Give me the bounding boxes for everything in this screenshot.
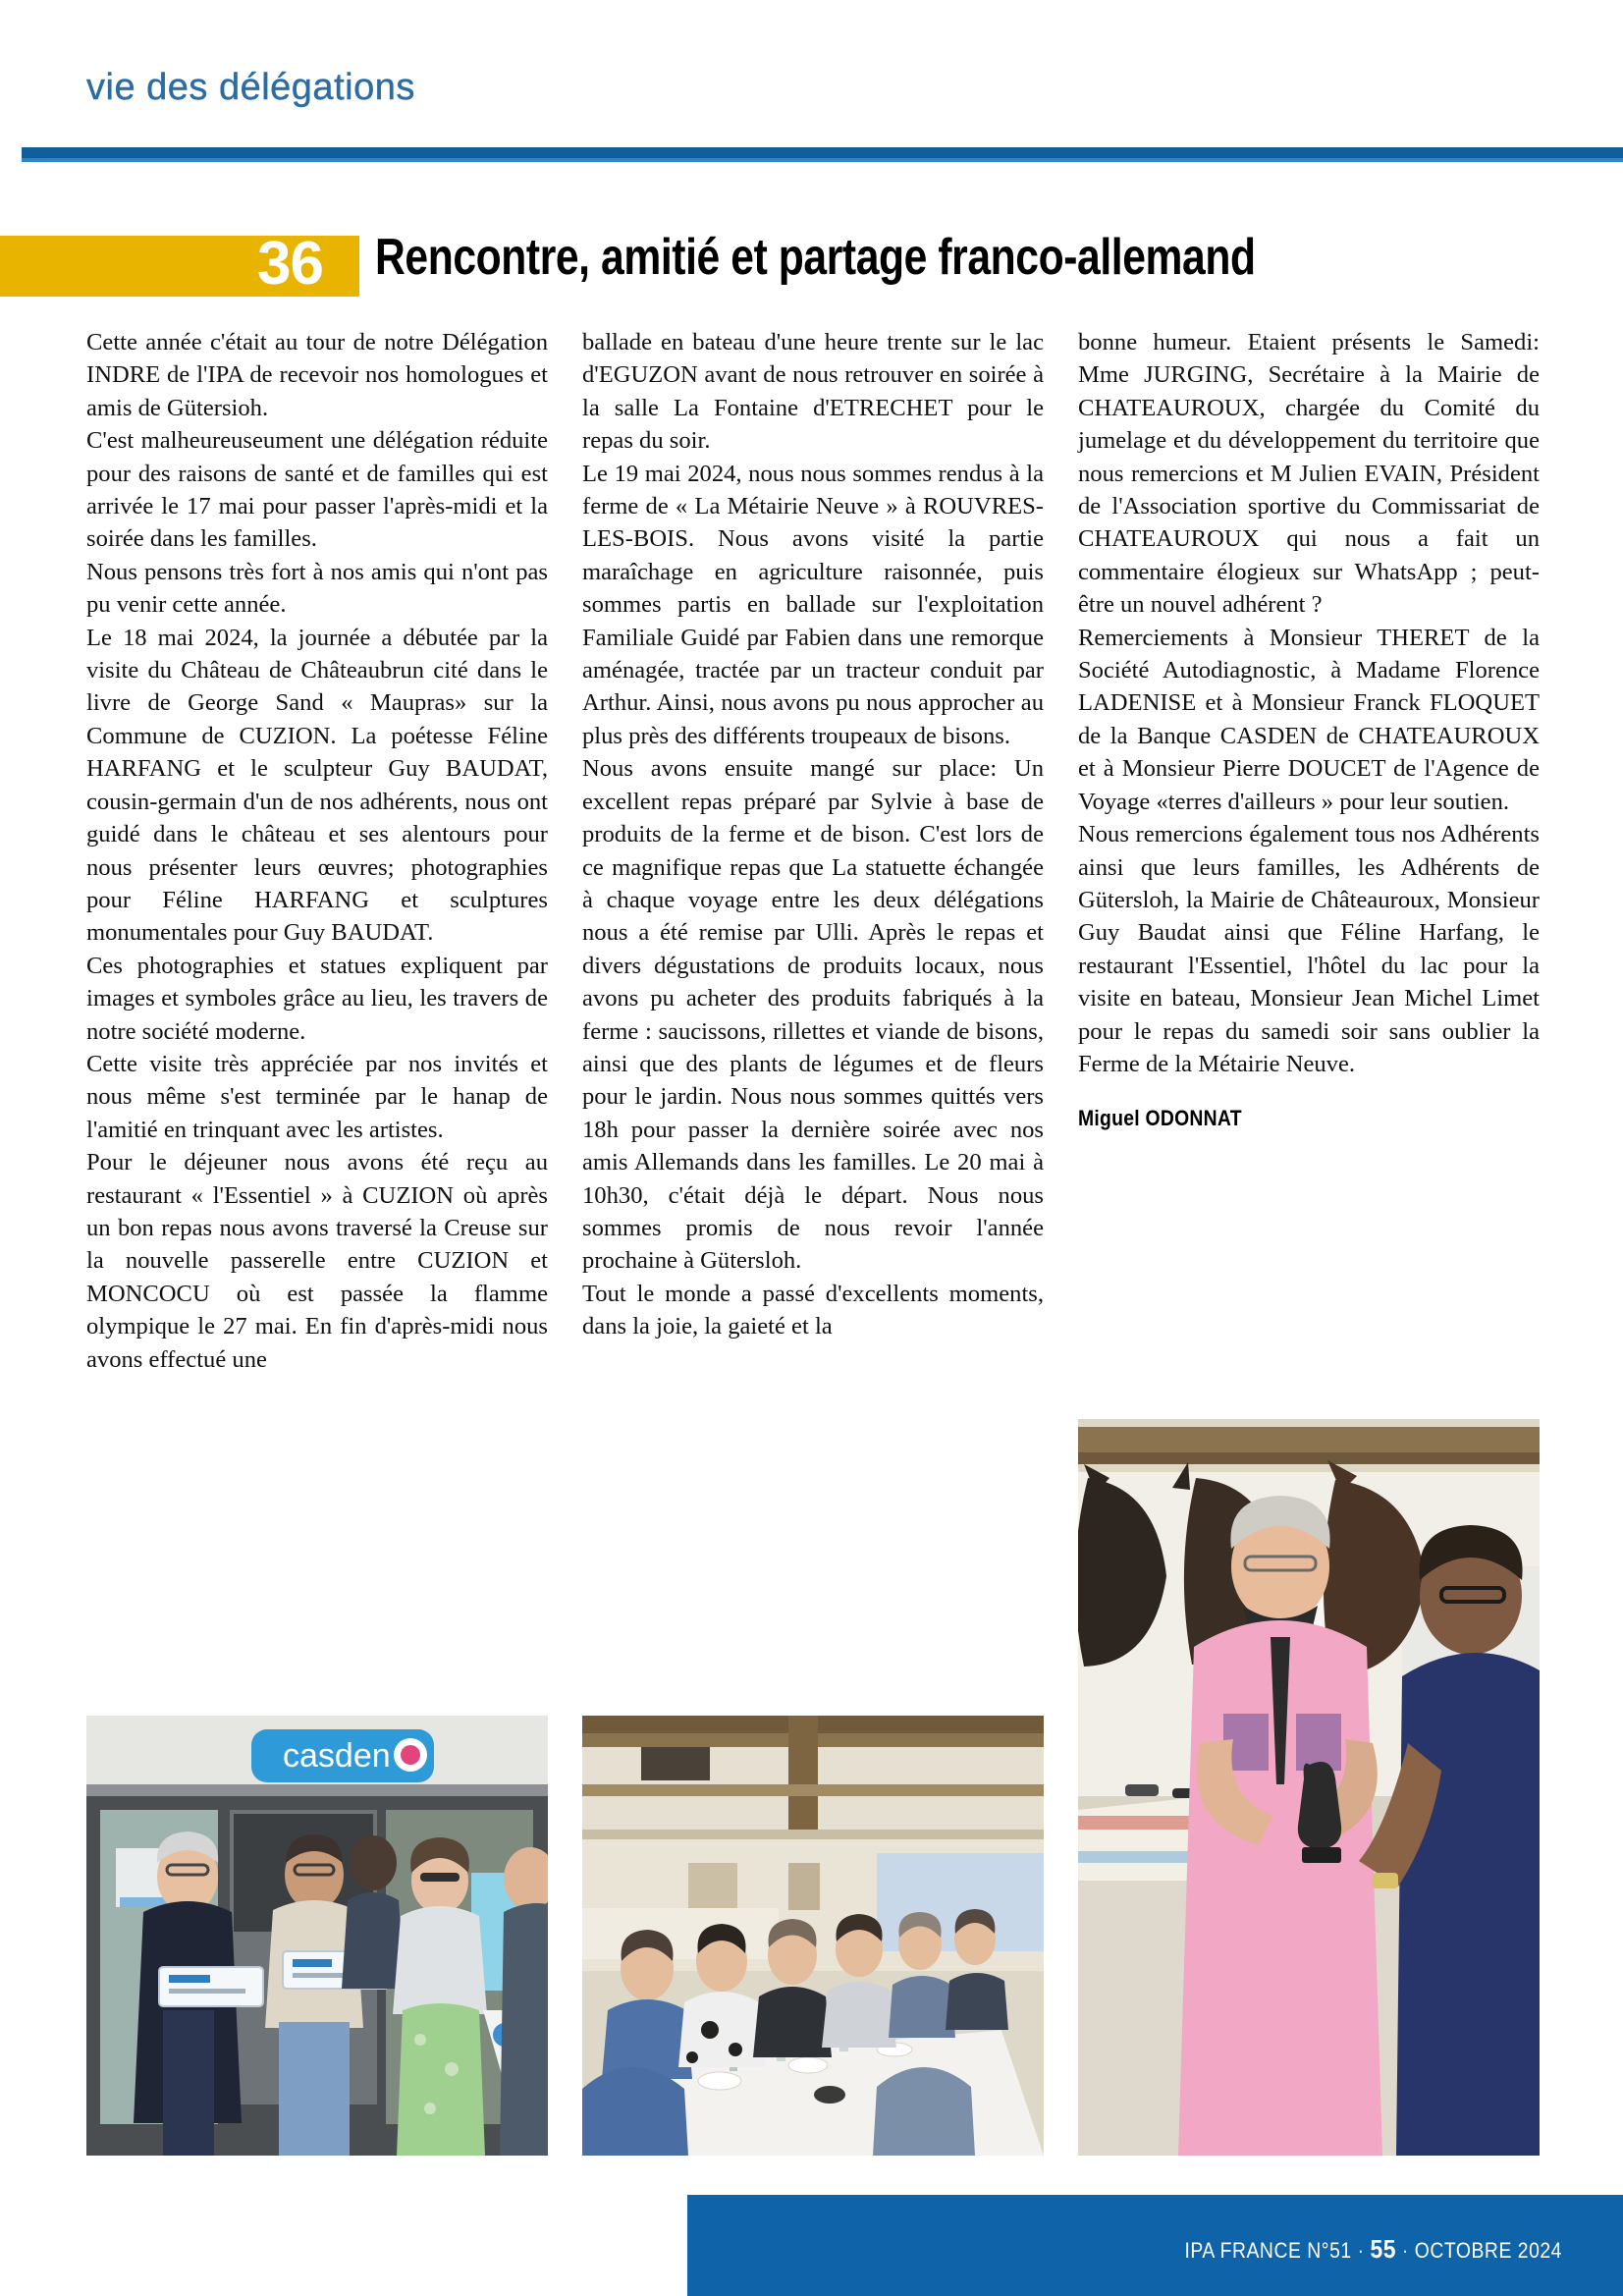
paragraph: Cette année c'était au tour de notre Délégation INDRE de l'IPA de recevoir nos homologues et amis de Gütersioh. — [86, 329, 548, 421]
paragraph: Tout le monde a passé d'excellents moments, dans la joie, la gaieté et la — [582, 1280, 1044, 1340]
paragraph: Nous pensons très fort à nos amis qui n'ont pas pu venir cette année. — [86, 558, 548, 619]
photo-group-meal-table — [582, 1716, 1044, 2156]
paragraph: Nous avons ensuite mangé sur place: Un excellent repas préparé par Sylvie à base de produits de la ferme et de bison. C'est lors de ce magnifique repas que La statuette échangée à chaque voyage entre les deux délégations nous a été remise par Ulli. Après le repas et divers dégustations de produits locaux, nous avons pu acheter des produits fabriqués à la ferme : saucissons, rillettes et viande de bisons, ainsi que des plants de légumes et de fleurs pour le jardin. Nous nous sommes quittés vers 18h pour passer la dernière soirée avec nos amis Allemands dans les familles. Le 20 mai à 10h30, c'était déjà le départ. Nous nous sommes promis de nous revoir l'année prochaine à Gütersloh. — [582, 755, 1044, 1275]
photo-casden-cheque-presentation — [86, 1716, 548, 2156]
photo-statuette-exchange — [1078, 1419, 1540, 2156]
running-head: vie des délégations — [86, 67, 415, 108]
header-rule — [22, 147, 1623, 158]
paragraph: ballade en bateau d'une heure trente sur le lac d'EGUZON avant de nous retrouver en soirée à la salle La Fontaine d'ETRECHET pour le repas du soir. — [582, 329, 1044, 455]
footer-separator-2: · — [1401, 2238, 1409, 2263]
paragraph: bonne humeur. Etaient présents le Samedi: Mme JURGING, Secrétaire à la Mairie de CHATEAUROUX, chargée du Comité du jumelage et du développement du territoire que nous remercions et M Julien EVAIN, Président de l'Association sportive du Commissariat de CHATEAUROUX qui nous a fait un commentaire élogieux sur WhatsApp ; peut-être un nouvel adhérent ? — [1078, 329, 1540, 619]
paragraph: Le 18 mai 2024, la journée a débutée par la visite du Château de Châteaubrun cité dans le livre de George Sand « Maupras» sur la Commune de CUZION. La poétesse Féline HARFANG et le sculpteur Guy BAUDAT, cousin-germain d'un de nos adhérents, nous ont guidé dans le château et ses alentours pour nous présenter leurs œuvres; photographies pour Féline HARFANG et sculptures monumentales pour Guy BAUDAT. — [86, 624, 548, 947]
paragraph: Pour le déjeuner nous avons été reçu au restaurant « l'Essentiel » à CUZION où après un bon repas nous avons traversé la Creuse sur la nouvelle passerelle entre CUZION et MONCOCU où est passée la flamme olympique le 27 mai. En fin d'après-midi nous avons effectué une — [86, 1149, 548, 1373]
article-title: Rencontre, amitié et partage franco-allemand — [375, 229, 1256, 286]
text-column-3 — [1078, 326, 1540, 1376]
svg-text:casden: casden — [283, 1737, 391, 1775]
paragraph: Cette visite très appréciée par nos invités et nous même s'est terminée par le hanap de l'amitié en trinquant avec les artistes. — [86, 1050, 548, 1143]
photo-2-illustration — [582, 1716, 1044, 2156]
header-rule-thin — [22, 158, 1623, 162]
article-number: 36 — [257, 230, 323, 298]
footer-publication: IPA FRANCE N°51 — [1184, 2238, 1352, 2263]
paragraph: Nous remercions également tous nos Adhérents ainsi que leurs familles, les Adhérents de Gütersloh, la Mairie de Châteauroux, Monsieur Guy Baudat ainsi que Féline Harfang, le restaurant l'Essentiel, l'hôtel du lac pour la visite en bateau, Monsieur Jean Michel Limet pour le repas du samedi soir sans oublier la Ferme de la Métairie Neuve. — [1078, 821, 1540, 1077]
paragraph: Remerciements à Monsieur THERET de la Société Autodiagnostic, à Madame Florence LADENISE et à Monsieur Franck FLOQUET de la Banque CASDEN de CHATEAUROUX et à Monsieur Pierre DOUCET de l'Agence de Voyage «terres d'ailleurs » pour leur soutien. — [1078, 624, 1540, 815]
paragraph: Le 19 mai 2024, nous nous sommes rendus à la ferme de « La Métairie Neuve » à ROUVRES-LES-BOIS. Nous avons visité la partie maraîchage en agriculture raisonnée, puis sommes partis en ballade sur l'exploitation Familiale Guidé par Fabien dans une remorque aménagée, tractée par un tracteur conduit par Arthur. Ainsi, nous avons pu nous approcher au plus près des différents troupeaux de bisons. — [582, 460, 1044, 749]
article-body — [86, 326, 1540, 1376]
paragraph: Ces photographies et statues expliquent par images et symboles grâce au lieu, les travers de notre société moderne. — [86, 952, 548, 1045]
author-byline: Miguel ODONNAT — [1078, 1106, 1242, 1131]
page-left-margin — [0, 0, 22, 2296]
paragraph: C'est malheureuseument une délégation réduite pour des raisons de santé et de familles qui est arrivée le 17 mai pour passer l'après-midi et la soirée dans les familles. — [86, 427, 548, 553]
photo-1-illustration — [86, 1716, 548, 2156]
page-number: 55 — [1370, 2234, 1397, 2264]
photo-3-illustration — [1078, 1419, 1540, 2156]
footer-separator-1: · — [1357, 2238, 1365, 2263]
footer-caption — [1184, 2234, 1562, 2265]
text-column-1 — [86, 326, 548, 1376]
text-column-2 — [582, 326, 1044, 1376]
footer-date: OCTOBRE 2024 — [1414, 2238, 1562, 2263]
